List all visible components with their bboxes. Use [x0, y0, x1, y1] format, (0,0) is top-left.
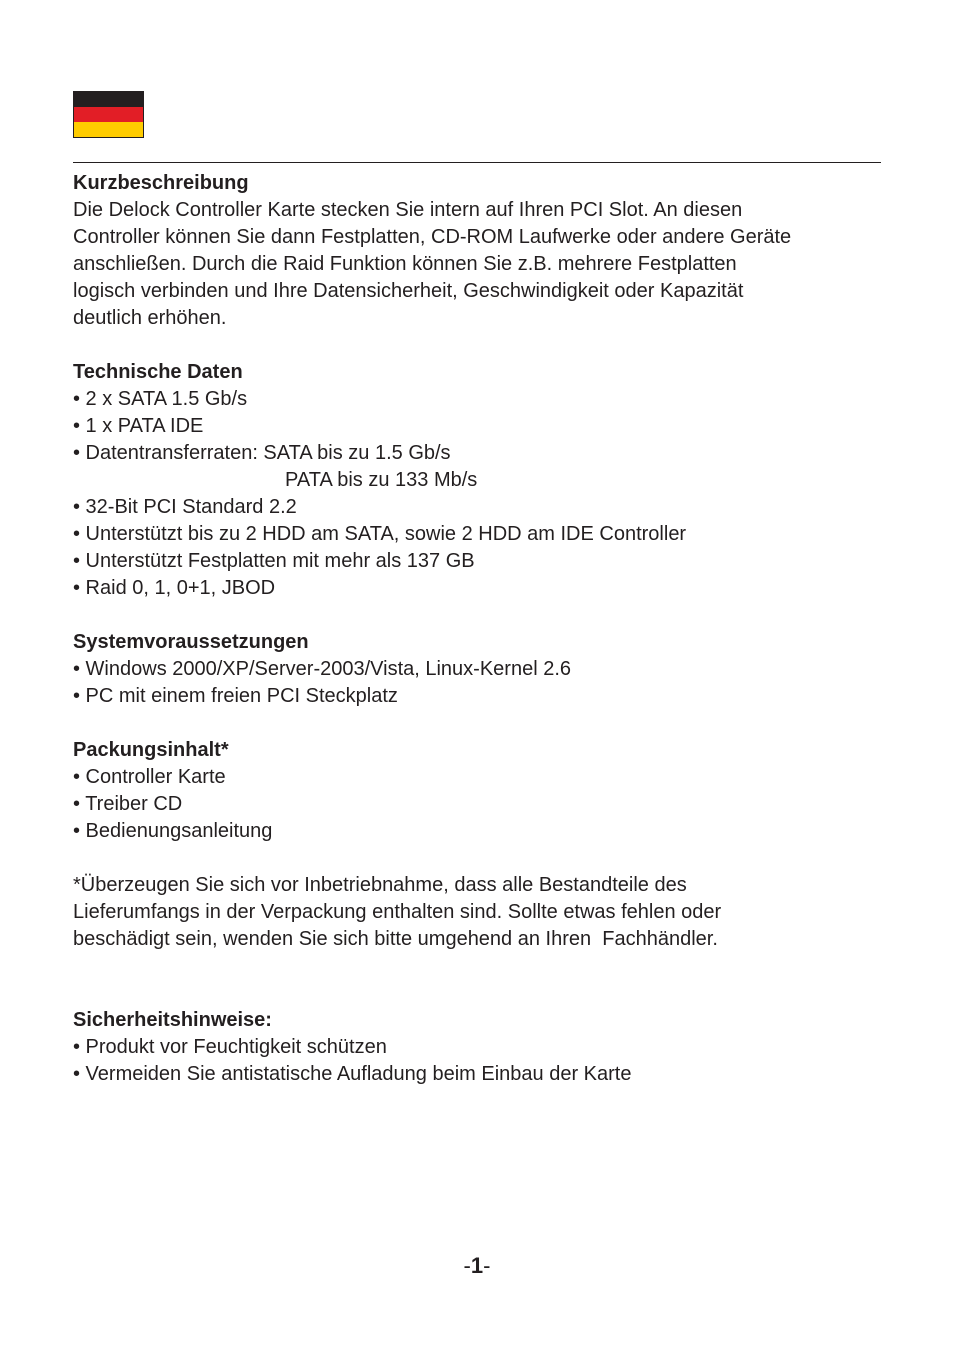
section-heading-packungsinhalt: Packungsinhalt*	[73, 739, 229, 761]
list-item: • Datentransferraten: SATA bis zu 1.5 Gb/s	[73, 442, 451, 464]
section-heading-technische-daten: Technische Daten	[73, 361, 243, 383]
list-item: • Treiber CD	[73, 793, 183, 815]
page-number	[0, 1253, 954, 1279]
footnote-line: beschädigt sein, wenden Sie sich bitte umgehend an Ihren Fachhändler.	[73, 928, 718, 950]
paragraph-line: logisch verbinden und Ihre Datensicherheit, Geschwindigkeit oder Kapazität	[73, 280, 744, 302]
footnote-line: *Überzeugen Sie sich vor Inbetriebnahme, dass alle Bestandteile des	[73, 874, 687, 896]
section-heading-sicherheitshinweise: Sicherheitshinweise:	[73, 1009, 272, 1031]
list-item: • PC mit einem freien PCI Steckplatz	[73, 685, 398, 707]
section-heading-systemvoraussetzungen: Systemvoraussetzungen	[73, 631, 309, 653]
flag-stripe-black	[74, 92, 143, 107]
german-flag-icon	[73, 91, 144, 138]
list-item: • Produkt vor Feuchtigkeit schützen	[73, 1036, 387, 1058]
list-item: • Controller Karte	[73, 766, 226, 788]
list-item: • 1 x PATA IDE	[73, 415, 204, 437]
list-item: • Windows 2000/XP/Server-2003/Vista, Linux-Kernel 2.6	[73, 658, 572, 680]
page-number-value: 1	[470, 1253, 484, 1278]
list-item: • 2 x SATA 1.5 Gb/s	[73, 388, 248, 410]
list-item: • 32-Bit PCI Standard 2.2	[73, 496, 297, 518]
section-heading-kurzbeschreibung: Kurzbeschreibung	[73, 172, 249, 194]
page-number-suffix: -	[483, 1253, 491, 1278]
list-item-continuation: PATA bis zu 133 Mb/s	[285, 469, 478, 491]
flag-stripe-red	[74, 107, 143, 122]
flag-stripe-gold	[74, 122, 143, 137]
paragraph-line: Controller können Sie dann Festplatten, CD-ROM Laufwerke oder andere Geräte	[73, 226, 792, 248]
header-divider	[73, 162, 881, 163]
list-item: • Raid 0, 1, 0+1, JBOD	[73, 577, 276, 599]
page-number-prefix: -	[463, 1253, 471, 1278]
paragraph-line: anschließen. Durch die Raid Funktion können Sie z.B. mehrere Festplatten	[73, 253, 737, 275]
paragraph-line: Die Delock Controller Karte stecken Sie intern auf Ihren PCI Slot. An diesen	[73, 199, 743, 221]
list-item: • Unterstützt Festplatten mit mehr als 137 GB	[73, 550, 475, 572]
footnote-line: Lieferumfangs in der Verpackung enthalten sind. Sollte etwas fehlen oder	[73, 901, 722, 923]
paragraph-line: deutlich erhöhen.	[73, 307, 227, 329]
list-item: • Bedienungsanleitung	[73, 820, 273, 842]
list-item: • Vermeiden Sie antistatische Aufladung beim Einbau der Karte	[73, 1063, 632, 1085]
list-item: • Unterstützt bis zu 2 HDD am SATA, sowie 2 HDD am IDE Controller	[73, 523, 687, 545]
document-body	[73, 170, 883, 1088]
